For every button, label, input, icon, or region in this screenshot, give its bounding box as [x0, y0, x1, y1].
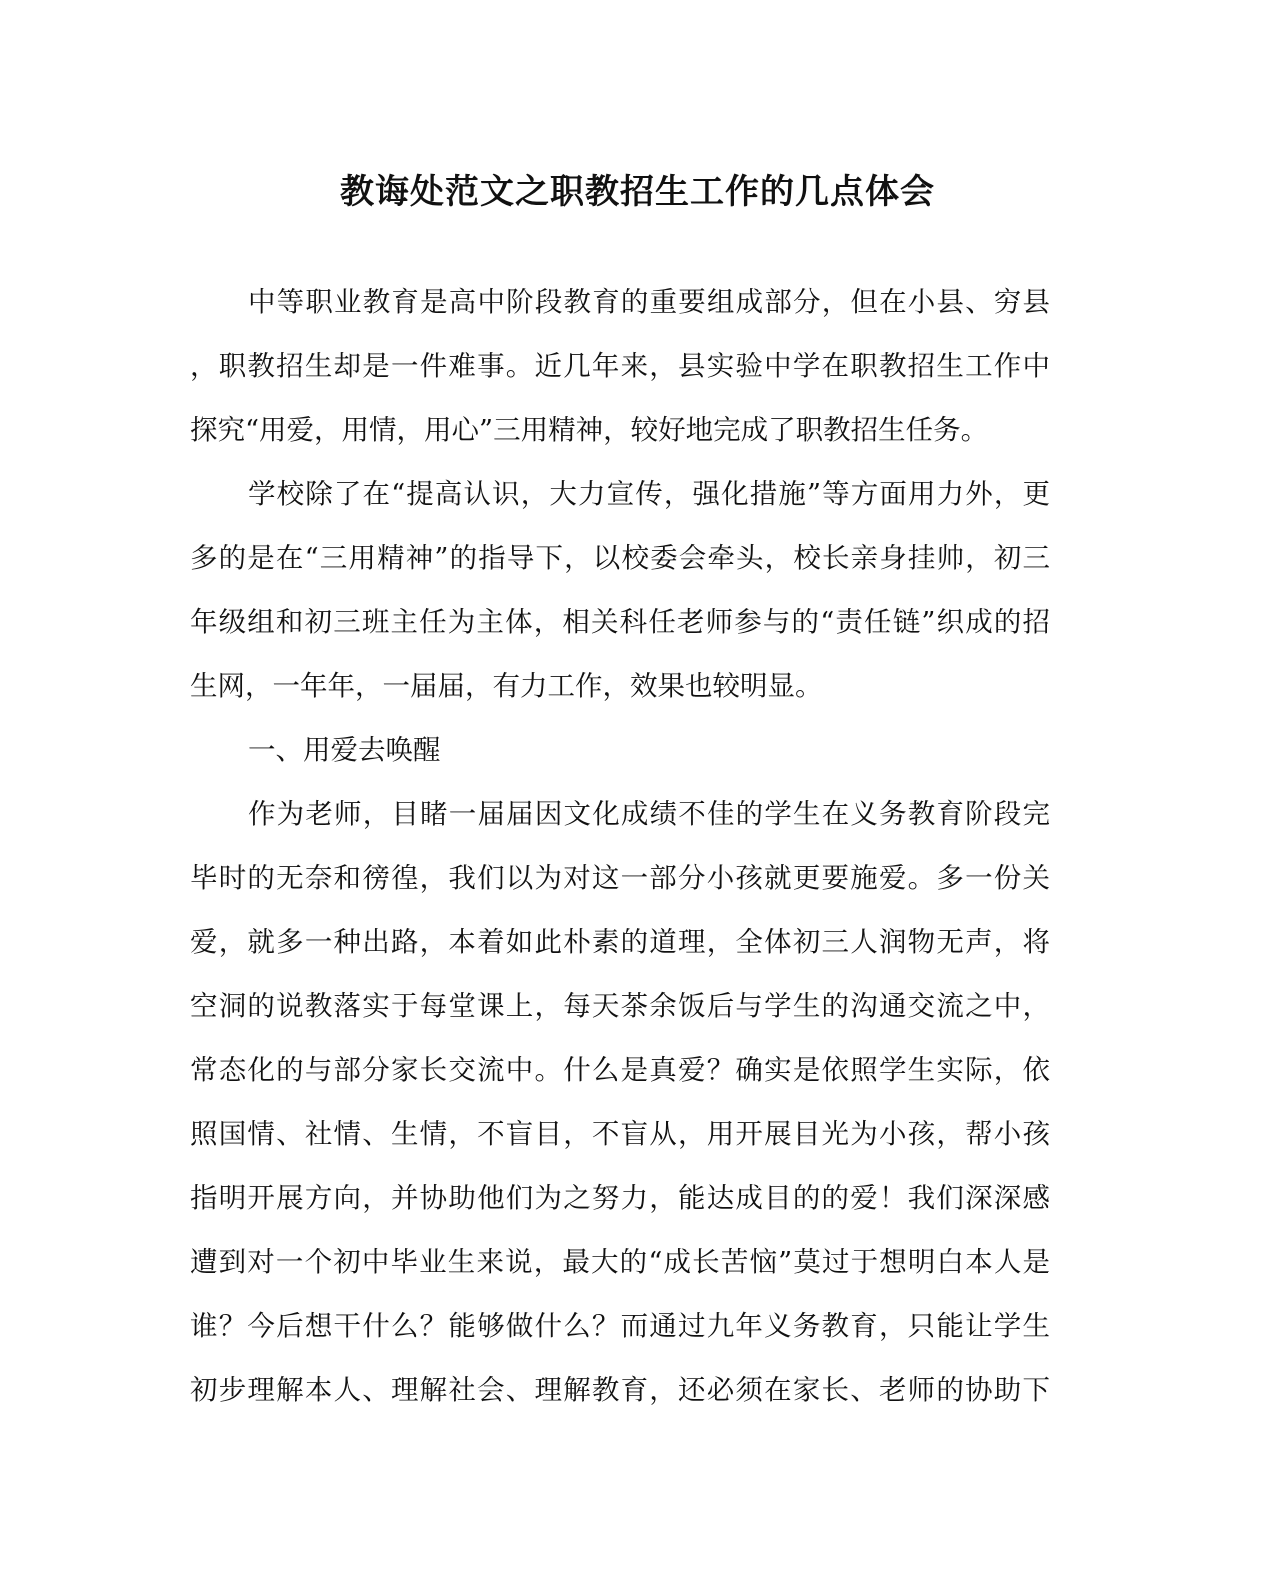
paragraph-line: 作为老师，目睹一届届因文化成绩不佳的学生在义务教育阶段完 — [248, 798, 1050, 830]
paragraph-line: 指明开展方向，并协助他们为之努力，能达成目的的爱！我们深深感 — [190, 1182, 1050, 1214]
paragraph-line: 中等职业教育是高中阶段教育的重要组成部分，但在小县、穷县 — [248, 286, 1050, 318]
document-body — [190, 270, 1050, 1422]
paragraph-line: 常态化的与部分家长交流中。什么是真爱？确实是依照学生实际，依 — [190, 1054, 1050, 1086]
paragraph-line: 年级组和初三班主任为主体，相关科任老师参与的“责任链”织成的招 — [190, 606, 1050, 638]
paragraph-line: 空洞的说教落实于每堂课上，每天茶余饭后与学生的沟通交流之中， — [190, 990, 1050, 1022]
paragraph-line: 毕时的无奈和徬徨，我们以为对这一部分小孩就更要施爱。多一份关 — [190, 862, 1050, 894]
paragraph-line: 学校除了在“提高认识，大力宣传，强化措施”等方面用力外，更 — [248, 478, 1050, 510]
section-heading: 一、用爱去唤醒 — [248, 734, 441, 766]
paragraph-line: ，职教招生却是一件难事。近几年来，县实验中学在职教招生工作中 — [190, 350, 1050, 382]
paragraph-line: 多的是在“三用精神”的指导下，以校委会牵头，校长亲身挂帅，初三 — [190, 542, 1050, 574]
paragraph-line: 谁？今后想干什么？能够做什么？而通过九年义务教育，只能让学生 — [190, 1310, 1050, 1342]
paragraph-line: 探究“用爱，用情，用心”三用精神，较好地完成了职教招生任务。 — [190, 414, 989, 446]
paragraph-line: 遭到对一个初中毕业生来说，最大的“成长苦恼”莫过于想明白本人是 — [190, 1246, 1050, 1278]
paragraph-line: 爱，就多一种出路，本着如此朴素的道理，全体初三人润物无声，将 — [190, 926, 1050, 958]
paragraph-line: 生网，一年年，一届届，有力工作，效果也较明显。 — [190, 670, 823, 702]
paragraph-line: 初步理解本人、理解社会、理解教育，还必须在家长、老师的协助下 — [190, 1374, 1050, 1406]
document-title: 教诲处范文之职教招生工作的几点体会 — [340, 172, 935, 212]
paragraph-line: 照国情、社情、生情，不盲目，不盲从，用开展目光为小孩，帮小孩 — [190, 1118, 1050, 1150]
